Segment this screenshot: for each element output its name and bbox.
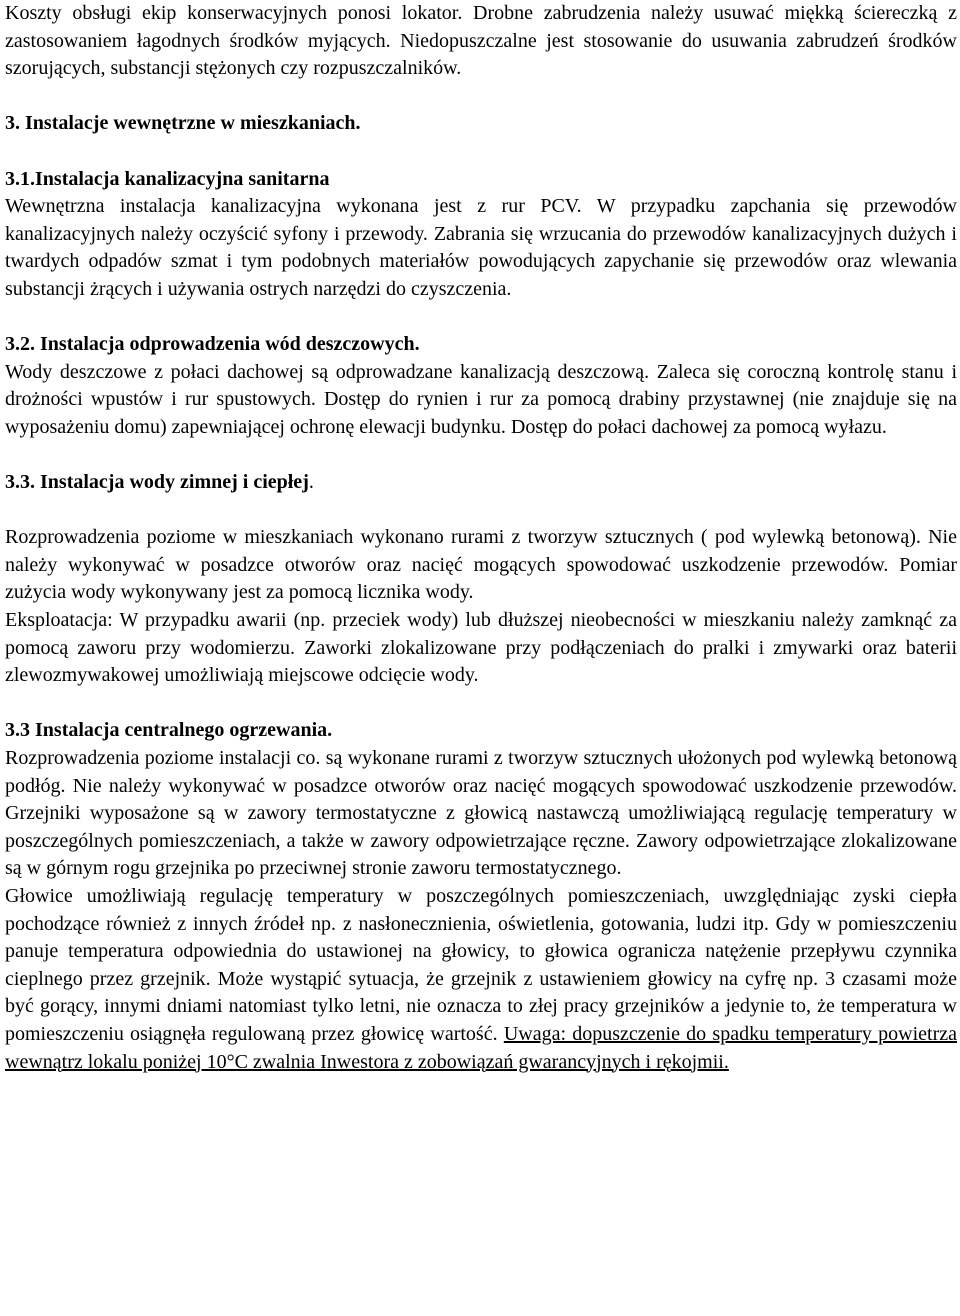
section-3-1-paragraph: Wewnętrzna instalacja kanalizacyjna wykonana jest z rur PCV. W przypadku zapchania się przewodów kanalizacyjnych należy oczyścić syfony i przewody. Zabrania się wrzucania do przewodów kanalizacyjnych dużych i twardych odpadów szmat i tym podobnych materiałów powodujących zapychanie się przewodów oraz wlewania substancji żrących i używania ostrych narzędzi do czyszczenia. bbox=[5, 195, 957, 300]
section-3-3b-paragraph-2-text: Głowice umożliwiają regulację temperatury w poszczególnych pomieszczeniach, uwzględniając zyski ciepła pochodzące również z innych źródeł np. z nasłonecznienia, oświetlenia, gotowania, ludzi itp. Gdy w pomieszczeniu panuje temperatura odpowiednia do ustawionej na głowicy, to głowica ogranicza natężenie przepływu czynnika cieplnego przez grzejnik. Może wystąpić sytuacja, że grzejnik z ustawieniem głowicy na cyfrę np. 3 czasami może być gorący, innymi dniami natomiast tylko letni, nie oznacza to złej pracy grzejników a jedynie to, że temperatura w pomieszczeniu osiągnęła regulowaną przez głowicę wartość. bbox=[5, 885, 957, 1045]
spacer bbox=[5, 138, 957, 166]
document-page bbox=[5, 0, 957, 1076]
section-3-3-heading-tail: . bbox=[308, 471, 314, 494]
section-3-3b-paragraph-1: Rozprowadzenia poziome instalacji co. są wykonane rurami z tworzyw sztucznych ułożonych pod wylewką betonową podłóg. Nie należy wykonywać w posadzce otworów oraz nacięć mogących spowodować uszkodzenie przewodów. Grzejniki wyposażone są w zawory termostatyczne z głowicą nastawczą umożliwiającą regulację temperatury w poszczególnych pomieszczeniach, a także w zawory odpowietrzające ręczne. Zawory odpowietrzające zlokalizowane są w górnym rogu grzejnika po przeciwnej stronie zaworu termostatycznego. bbox=[5, 747, 957, 880]
spacer bbox=[5, 304, 957, 332]
section-3-3-paragraph-1: Rozprowadzenia poziome w mieszkaniach wykonano rurami z tworzyw sztucznych ( pod wylewką betonową). Nie należy wykonywać w posadzce otworów oraz nacięć mogących spowodować uszkodzenie przewodów. Pomiar zużycia wody wykonywany jest za pomocą licznika wody. bbox=[5, 526, 957, 604]
section-3-3b-heading: 3.3 Instalacja centralnego ogrzewania. bbox=[5, 719, 333, 742]
section-3-2-heading: 3.2. Instalacja odprowadzenia wód deszczowych. bbox=[5, 333, 420, 356]
spacer bbox=[5, 497, 957, 525]
spacer bbox=[5, 83, 957, 111]
spacer bbox=[5, 690, 957, 718]
warning-note: Uwaga: dopuszczenie do spadku temperatury powietrza wewnątrz lokalu poniżej 10°C zwalnia Inwestora z zobowiązań gwarancyjnych i rękojmii. bbox=[5, 1022, 957, 1073]
spacer bbox=[5, 442, 957, 470]
section-3-3-paragraph-2: Eksploatacja: W przypadku awarii (np. przeciek wody) lub dłuższej nieobecności w mieszkaniu należy zamknąć za pomocą zaworu przy wodomierzu. Zaworki zlokalizowane przy podłączeniach do pralki i zmywarki oraz baterii zlewozmywakowej umożliwiają miejscowe odcięcie wody. bbox=[5, 609, 957, 687]
section-3-2-paragraph: Wody deszczowe z połaci dachowej są odprowadzane kanalizacją deszczową. Zaleca się coroczną kontrolę stanu i drożności wpustów i rur spustowych. Dostęp do rynien i rur za pomocą drabiny przystawnej (nie znajduje się na wyposażeniu domu) zapewniającej ochronę elewacji budynku. Dostęp do połaci dachowej za pomocą wyłazu. bbox=[5, 360, 957, 438]
intro-paragraph: Koszty obsługi ekip konserwacyjnych ponosi lokator. Drobne zabrudzenia należy usuwać miękką ściereczką z zastosowaniem łagodnych środków myjących. Niedopuszczalne jest stosowanie do usuwania zabrudzeń środków szorujących, substancji stężonych czy rozpuszczalników. bbox=[5, 2, 957, 80]
section-3-1-heading: 3.1.Instalacja kanalizacyjna sanitarna bbox=[5, 167, 330, 190]
section-3-3-heading: 3.3. Instalacja wody zimnej i ciepłej bbox=[5, 471, 309, 494]
section-3-3-heading-line bbox=[5, 469, 957, 497]
section-3-heading: 3. Instalacje wewnętrzne w mieszkaniach. bbox=[5, 112, 361, 135]
section-3-3b-paragraph-2 bbox=[5, 883, 957, 1076]
